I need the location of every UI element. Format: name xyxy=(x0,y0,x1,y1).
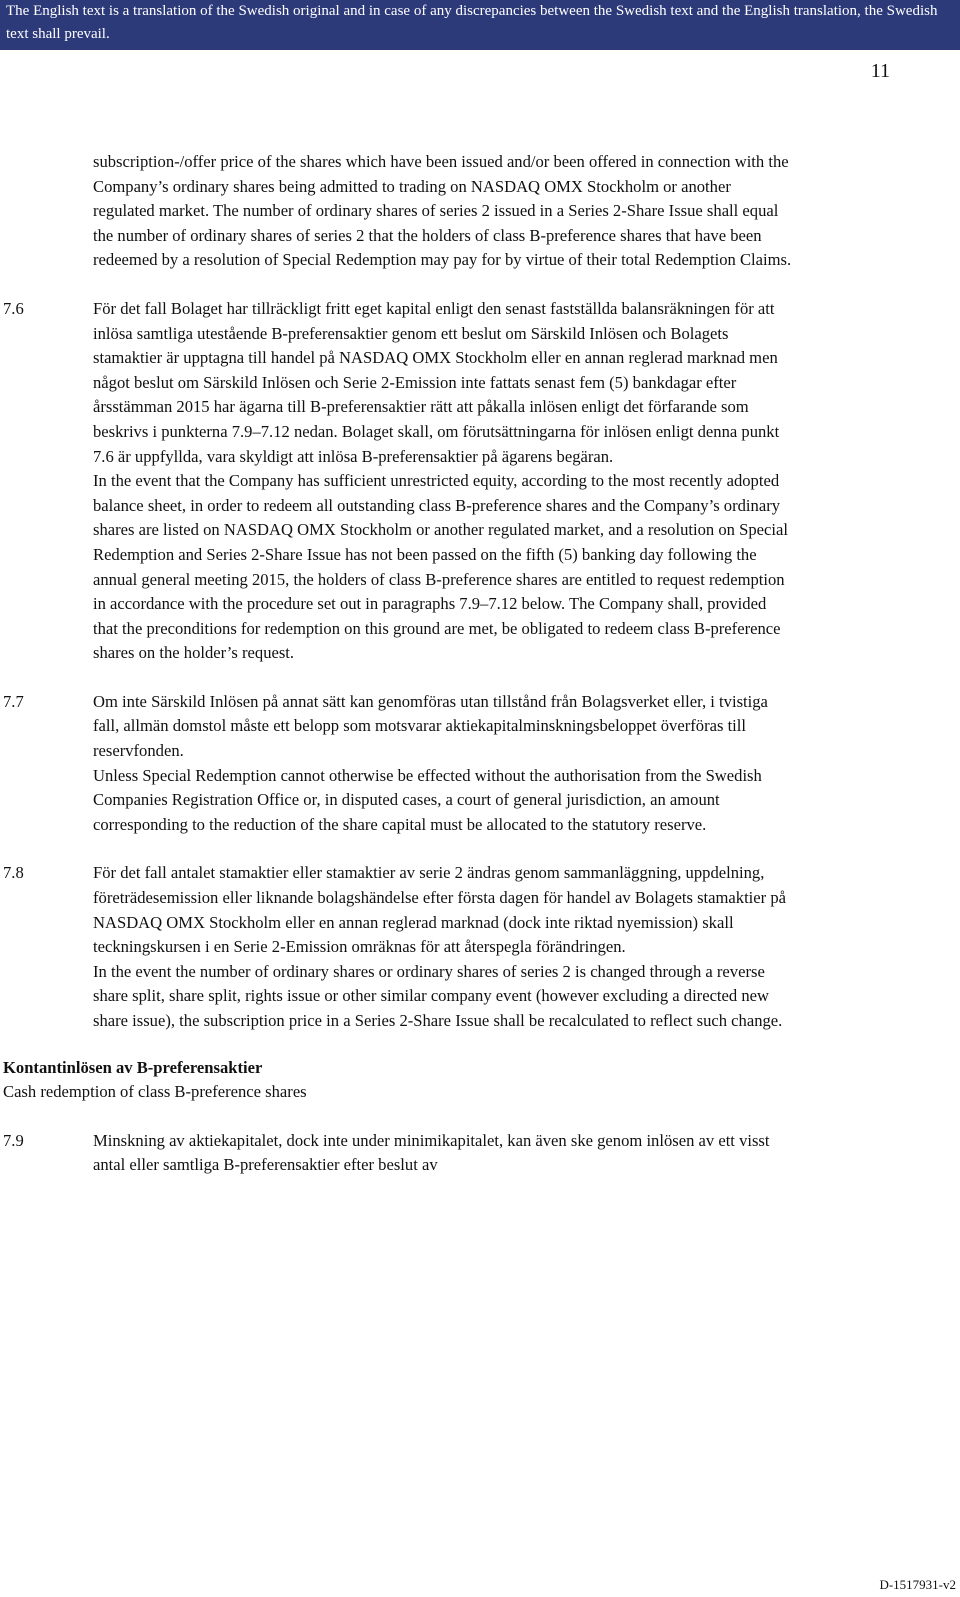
section-english-text: In the event the number of ordinary shares or ordinary shares of series 2 is changed through a reverse share split, share split, rights issue or other similar company event (however excluding a directed new share issue), the subscription price in a Series 2-Share Issue shall be recalculated to reflect such change. xyxy=(93,961,783,1030)
section-english-text: In the event that the Company has sufficient unrestricted equity, according to the most recently adopted balance sheet, in order to redeem all outstanding class B-preference shares and the Company’s ordinary shares are listed on NASDAQ OMX Stockholm or another regulated market, and a resolution on Special Redemption and Series 2-Share Issue has not been passed on the fifth (5) banking day following the annual general meeting 2015, the holders of class B-preference shares are entitled to request redemption in accordance with the procedure set out in paragraphs 7.9–7.12 below. The Company shall, provided that the preconditions for redemption on this ground are met, be obligated to redeem class B-preference shares on the holder’s request. xyxy=(93,471,788,663)
section-heading-english: Cash redemption of class B-preference shares xyxy=(3,1082,307,1102)
section-swedish-text: Om inte Särskild Inlösen på annat sätt kan genomföras utan tillstånd från Bolagsverket eller, i tvistiga fall, allmän domstol måste ett belopp som motsvarar aktiekapitalminskningsbeloppet överföras till reservfonden. xyxy=(93,691,768,761)
translation-notice-banner xyxy=(0,0,960,50)
continuation-paragraph xyxy=(0,150,960,273)
section-number: 7.9 xyxy=(3,1130,24,1150)
section-number: 7.8 xyxy=(3,863,24,883)
section-number: 7.6 xyxy=(3,298,24,318)
section-english-text: Unless Special Redemption cannot otherwise be effected without the authorisation from the Swedish Companies Registration Office or, in disputed cases, a court of general jurisdiction, an amount corresponding to the reduction of the share capital must be allocated to the statutory reserve. xyxy=(93,765,762,834)
document-id: D-1517931-v2 xyxy=(879,1577,956,1592)
section-swedish-text: För det fall antalet stamaktier eller stamaktier av serie 2 ändras genom sammanläggning, uppdelning, företrädesemission eller liknande bolagshändelse efter första dagen för handel av Bolagets stamaktier på NASDAQ OMX Stockholm eller en annan reglerad marknad (dock inte riktad nyemission) skall teckningskursen i en Serie 2-Emission omräknas för att återspegla förändringen. xyxy=(93,863,786,957)
document-body xyxy=(0,150,960,1178)
section-7-8 xyxy=(0,861,960,1033)
section-swedish-text: För det fall Bolaget har tillräckligt fritt eget kapital enligt den senast fastställda balansräkningen för att inlösa samtliga utestående B-preferensaktier genom ett beslut om Särskild Inlösen och Bolagets stamaktier är upptagna till handel på NASDAQ OMX Stockholm eller en annan reglerad marknad men något beslut om Särskild Inlösen och Serie 2-Emission inte fattats senast fem (5) bankdagar efter årsstämman 2015 har ägarna till B-preferensaktier rätt att påkalla inlösen enligt det förfarande som beskrivs i punkterna 7.9–7.12 nedan. Bolaget skall, om förutsättningarna för inlösen enligt denna punkt 7.6 är uppfyllda, vara skyldigt att inlösa B-preferensaktier på ägarens begäran. xyxy=(93,298,780,466)
section-swedish-text: Minskning av aktiekapitalet, dock inte under minimikapitalet, kan även ske genom inlösen av ett visst antal eller samtliga B-preferensaktier efter beslut av xyxy=(93,1130,770,1175)
translation-notice-text: The English text is a translation of the Swedish original and in case of any discrepancies between the Swedish text and the English translation, the Swedish text shall prevail. xyxy=(6,3,938,42)
section-heading-swedish: Kontantinlösen av B-preferensaktier xyxy=(3,1057,263,1077)
section-7-9 xyxy=(0,1129,960,1178)
section-7-6 xyxy=(0,297,960,666)
page-number: 11 xyxy=(870,60,890,82)
continuation-text: subscription-/offer price of the shares which have been issued and/or been offered in connection with the Company’s ordinary shares being admitted to trading on NASDAQ OMX Stockholm or another regulated market. The number of ordinary shares of series 2 issued in a Series 2-Share Issue shall equal the number of ordinary shares of series 2 that the holders of class B-preference shares that have been redeemed by a resolution of Special Redemption may pay for by virtue of their total Redemption Claims. xyxy=(93,152,792,270)
section-number: 7.7 xyxy=(3,691,24,711)
section-7-7 xyxy=(0,690,960,838)
